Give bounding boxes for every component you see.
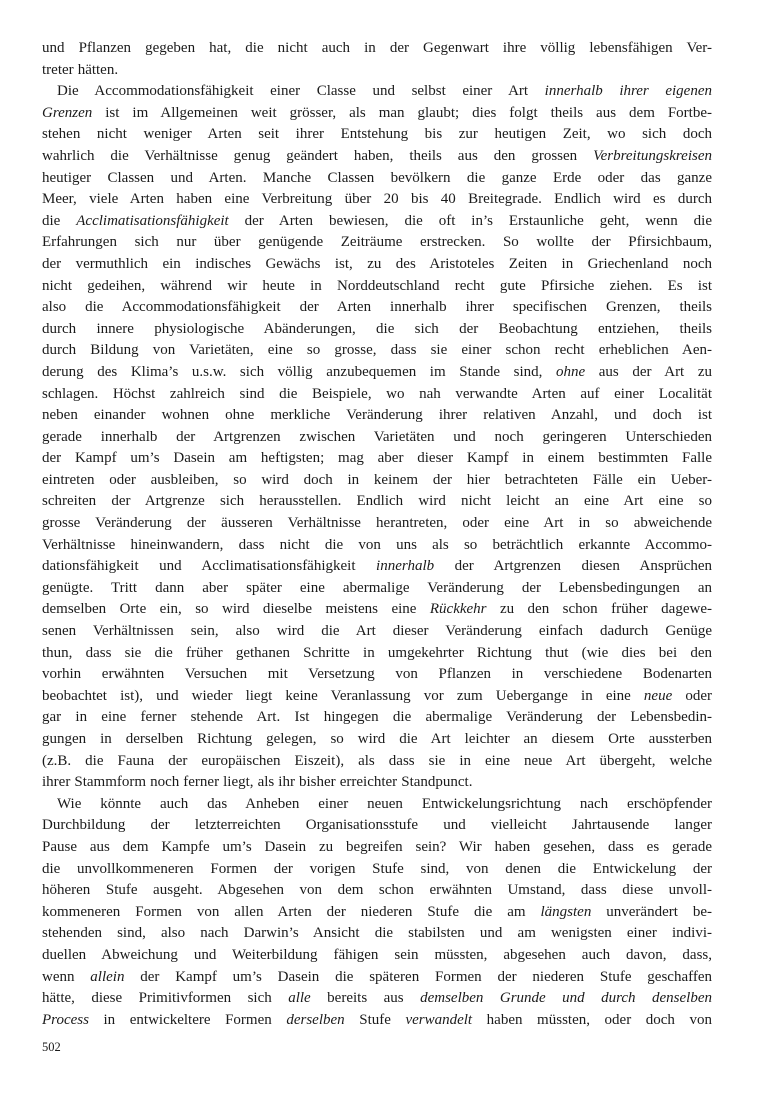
emphasized-text: längsten <box>540 903 592 920</box>
text-line <box>42 405 712 427</box>
body-text: neben einander wohnen ohne merkliche Veränderung ihrer relativen Anzahl, und doch ist <box>42 407 712 424</box>
text-line <box>42 751 712 773</box>
body-text: gungen in derselben Richtung gelegen, so wird die Art leichter an diesem Orte aussterben <box>42 731 712 747</box>
text-line <box>42 686 712 708</box>
body-text: dationsfähigkeit und Acclimatisationsfähigkeit <box>42 558 377 575</box>
emphasized-text: alle <box>288 990 311 1007</box>
text-line <box>42 859 712 881</box>
text-line <box>42 319 712 341</box>
body-text: der Artgrenzen diesen Ansprüchen <box>434 558 712 575</box>
text-line <box>42 664 712 686</box>
body-text: senen Verhältnissen sein, also wird die Art dieser Veränderung einfach dadurch Genüge <box>42 623 712 640</box>
body-text: gerade innerhalb der Artgrenzen zwischen Varietäten und noch geringeren Unterschieden <box>42 428 712 445</box>
body-text: Pause aus dem Kampfe um’s Dasein zu begreifen sein? Wir haben gesehen, dass es gerade <box>42 838 712 855</box>
body-text: der Kampf um’s Dasein die späteren Formen der niederen Stufe geschaffen <box>124 968 712 985</box>
body-text: Meer, viele Arten haben eine Verbreitung über 20 bis 40 Breitegrade. Endlich wird es durch <box>42 191 712 208</box>
emphasized-text: Process <box>42 1011 89 1028</box>
emphasized-text: innerhalb ihrer eigenen <box>544 83 712 100</box>
body-text: Verhältnisse hineinwandern, dass nicht die von uns als so beträchtlich erkannte Accommo- <box>42 536 712 553</box>
body-text: also die Accommodationsfähigkeit der Arten innerhalb ihrer specifischen Grenzen, theils <box>42 299 712 316</box>
body-text: stehen nicht weniger Arten seit ihrer Entstehung bis zur heutigen Zeit, wo sich doch <box>42 126 712 143</box>
body-text: ihrer Stammform noch ferner liegt, als ihr bisher erreichter Standpunct. <box>42 774 473 791</box>
body-text: stehenden sind, also nach Darwin’s Ansicht die stabilsten und am wenigsten einer indivi- <box>42 925 712 942</box>
paragraph <box>42 794 712 1032</box>
body-text: vorhin erwähnten Versuchen mit Versetzung von Pflanzen in verschiedene Bodenarten <box>42 666 712 683</box>
text-line <box>42 491 712 513</box>
text-line <box>42 815 712 837</box>
text-line <box>42 470 712 492</box>
body-text: die <box>42 212 77 229</box>
body-text: zu den schon früher dagewe- <box>486 601 712 618</box>
body-text: der Kampf um’s Dasein am heftigsten; mag aber dieser Kampf in einem bestimmten Falle <box>42 450 712 467</box>
text-line <box>42 837 712 859</box>
emphasized-text: ohne <box>555 363 586 380</box>
text-line <box>42 880 712 902</box>
text-line <box>42 384 712 406</box>
text-body <box>42 38 712 1031</box>
text-line <box>42 81 712 103</box>
body-text: schreiten der Artgrenze sich herausstellen. Endlich wird nicht leicht an eine Art eine so <box>42 493 712 510</box>
text-line <box>42 168 712 190</box>
text-line <box>42 60 712 82</box>
body-text: treter hätten. <box>42 61 119 78</box>
emphasized-text: innerhalb <box>376 558 435 575</box>
text-line <box>42 1010 712 1032</box>
body-text: unverändert be- <box>591 903 712 920</box>
emphasized-text: derselben <box>286 1011 345 1028</box>
emphasized-text: Grenzen <box>42 104 93 121</box>
body-text: die unvollkommeneren Formen der vorigen Stufe sind, von denen die Entwickelung der <box>42 860 712 877</box>
body-text: Wie könnte auch das Anheben einer neuen Entwickelungsrichtung nach erschöpfender <box>57 795 712 812</box>
body-text: aus der Art zu <box>585 363 712 380</box>
text-line <box>42 232 712 254</box>
text-line <box>42 103 712 125</box>
body-text: eintreten oder ausbleiben, so wird doch in keinem der hier betrachteten Fälle ein Ueber- <box>42 471 712 488</box>
body-text: thun, dass sie die früher gethanen Schritte in umgekehrter Richtung thut (wie dies bei den <box>42 644 712 661</box>
page-number: 502 <box>42 1040 61 1054</box>
body-text: genügte. Tritt dann aber später eine abermalige Veränderung der Lebensbedingungen an <box>42 579 712 596</box>
text-line <box>42 276 712 298</box>
text-line <box>42 643 712 665</box>
body-text: in entwickeltere Formen <box>88 1011 287 1028</box>
text-line <box>42 729 712 751</box>
text-line <box>42 967 712 989</box>
body-text: derung des Klima’s u.s.w. sich völlig anzubequemen im Stande sind, <box>42 363 556 380</box>
text-line <box>42 427 712 449</box>
body-text: höheren Stufe ausgeht. Abgesehen von dem schon erwähnten Umstand, dass diese unvoll- <box>42 882 712 899</box>
body-text: durch innere physiologische Abänderungen, die sich der Beobachtung entziehen, theils <box>42 320 712 337</box>
emphasized-text: Rückkehr <box>429 601 487 618</box>
text-line <box>42 146 712 168</box>
body-text: der vermuthlich ein indisches Gewächs ist, zu des Aristoteles Zeiten in Griechenland noch <box>42 255 712 272</box>
text-line <box>42 535 712 557</box>
body-text: Stufe <box>344 1011 406 1028</box>
emphasized-text: verwandelt <box>405 1011 473 1028</box>
text-line <box>42 124 712 146</box>
body-text: beobachtet ist), und wieder liegt keine Veranlassung vor zum Uebergange in eine <box>42 687 644 704</box>
text-line <box>42 621 712 643</box>
body-text: Erfahrungen sich nur über genügende Zeiträume erstrecken. So wollte der Pfirsichbaum, <box>42 234 712 251</box>
emphasized-text: neue <box>643 687 673 704</box>
body-text: haben müssten, oder doch von <box>472 1011 712 1028</box>
body-text: bereits aus <box>310 990 421 1007</box>
body-text: Durchbildung der letzterreichten Organisationsstufe und vielleicht Jahrtausende langer <box>42 817 712 834</box>
emphasized-text: allein <box>90 968 125 985</box>
body-text: kommeneren Formen von allen Arten der niederen Stufe die am <box>42 903 541 920</box>
body-text: (z.B. die Fauna der europäischen Eiszeit), als dass sie in eine neue Art übergeht, welche <box>42 752 712 769</box>
text-line <box>42 923 712 945</box>
text-line <box>42 448 712 470</box>
text-line <box>42 988 712 1010</box>
text-line <box>42 794 712 816</box>
emphasized-text: Acclimatisationsfähigkeit <box>76 212 229 229</box>
body-text: Die Accommodationsfähigkeit einer Classe und selbst einer Art <box>57 83 545 100</box>
text-line <box>42 578 712 600</box>
body-text: der Arten bewiesen, die oft in’s Erstaunliche geht, wenn die <box>228 212 712 229</box>
text-line <box>42 902 712 924</box>
text-line <box>42 599 712 621</box>
paragraph <box>42 81 712 794</box>
text-line <box>42 211 712 233</box>
text-line <box>42 945 712 967</box>
text-line <box>42 362 712 384</box>
text-line <box>42 340 712 362</box>
text-line <box>42 772 712 794</box>
text-line <box>42 556 712 578</box>
body-text: durch Bildung von Varietäten, eine so grosse, dass sie einer schon recht erheblichen Aen- <box>42 342 712 359</box>
text-line <box>42 189 712 211</box>
text-line <box>42 707 712 729</box>
body-text: wenn <box>42 968 91 985</box>
body-text: grosse Veränderung der äusseren Verhältnisse herantreten, oder eine Art in so abweichende <box>42 515 712 532</box>
body-text: hätte, diese Primitivformen sich <box>42 990 289 1007</box>
body-text: heutiger Classen und Arten. Manche Classen bevölkern die ganze Erde oder das ganze <box>42 169 712 186</box>
body-text: nicht gedeihen, während wir heute in Norddeutschland recht gute Pfirsiche ziehen. Es ist <box>42 277 712 294</box>
emphasized-text: Verbreitungskreisen <box>593 147 712 164</box>
body-text: oder <box>672 687 712 704</box>
text-line <box>42 38 712 60</box>
text-line <box>42 513 712 535</box>
body-text: wahrlich die Verhältnisse genug geändert haben, theils aus den grossen <box>42 147 594 164</box>
body-text: demselben Orte ein, so wird dieselbe meistens eine <box>42 601 430 618</box>
text-line <box>42 254 712 276</box>
body-text: schlagen. Höchst zahlreich sind die Beispiele, wo nah verwandte Arten auf einer Localität <box>42 385 712 402</box>
body-text: gar in eine ferner stehende Art. Ist hingegen die abermalige Veränderung der Lebensbedin- <box>42 709 712 726</box>
body-text: ist im Allgemeinen weit grösser, als man glaubt; dies folgt theils aus dem Fortbe- <box>92 104 712 121</box>
paragraph <box>42 38 712 81</box>
body-text: und Pflanzen gegeben hat, die nicht auch in der Gegenwart ihre völlig lebensfähigen Ver- <box>42 40 712 56</box>
text-line <box>42 297 712 319</box>
body-text: duellen Abweichung und Weiterbildung fähigen sein müssten, abgesehen auch davon, dass, <box>42 946 712 963</box>
emphasized-text: demselben Grunde und durch denselben <box>420 990 712 1007</box>
